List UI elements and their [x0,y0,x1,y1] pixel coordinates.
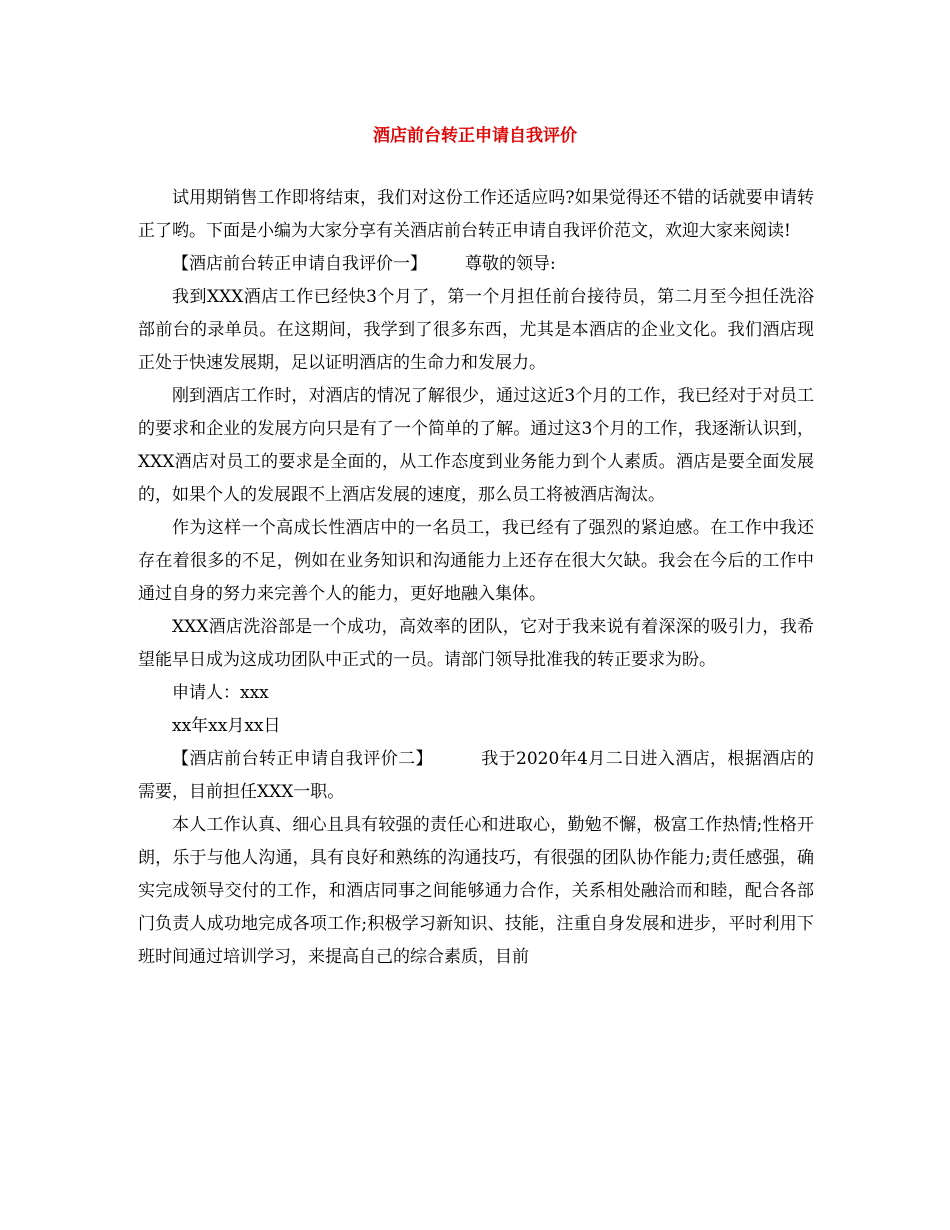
section1-heading-line [138,248,814,281]
section2-first-text: 我于2020年4月二日进入酒店，根据酒店的需要，目前担任XXX一职。 [138,749,814,802]
document-body [138,182,814,974]
document-title: 酒店前台转正申请自我评价 [373,126,577,146]
date-line: xx年xx月xx日 [172,716,281,736]
section1-paragraph-4: XXX酒店洗浴部是一个成功，高效率的团队，它对于我来说有着深深的吸引力，我希望能早日成为这成功团队中正式的一员。请部门领导批准我的转正要求为盼。 [138,617,814,670]
section1-heading: 【酒店前台转正申请自我评价一】 [172,254,427,274]
section2-paragraph: 本人工作认真、细心且具有较强的责任心和进取心，勤勉不懈，极富工作热情;性格开朗，乐于与他人沟通，具有良好和熟练的沟通技巧，有很强的团队协作能力;责任感强，确实完成领导交付的工作，和酒店同事之间能够通力合作，关系相处融洽而和睦，配合各部门负责人成功地完成各项工作;积极学习新知识、技能，注重自身发展和进步，平时利用下班时间通过培训学习，来提高自己的综合素质，目前 [138,815,814,967]
section1-paragraph-1: 我到XXX酒店工作已经快3个月了，第一个月担任前台接待员，第二月至今担任洗浴部前台的录单员。在这期间，我学到了很多东西，尤其是本酒店的企业文化。我们酒店现正处于快速发展期，足以证明酒店的生命力和发展力。 [138,287,814,373]
intro-paragraph: 试用期销售工作即将结束，我们对这份工作还适应吗?如果觉得还不错的话就要申请转正了哟。下面是小编为大家分享有关酒店前台转正申请自我评价范文，欢迎大家来阅读! [138,188,814,241]
section1-paragraph-3: 作为这样一个高成长性酒店中的一名员工，我已经有了强烈的紧迫感。在工作中我还存在着很多的不足，例如在业务知识和沟通能力上还存在很大欠缺。我会在今后的工作中通过自身的努力来完善个人的能力，更好地融入集体。 [138,518,814,604]
applicant-line: 申请人：xxx [172,683,269,703]
section1-paragraph-2: 刚到酒店工作时，对酒店的情况了解很少，通过这近3个月的工作，我已经对于对员工的要求和企业的发展方向只是有了一个简单的了解。通过这3个月的工作，我逐渐认识到，XXX酒店对员工的要求是全面的，从工作态度到业务能力到个人素质。酒店是要全面发展的，如果个人的发展跟不上酒店发展的速度，那么员工将被酒店淘汰。 [138,386,814,505]
section2-heading: 【酒店前台转正申请自我评价二】 [172,749,433,769]
section2-heading-line [138,743,814,809]
section1-salutation: 尊敬的领导: [465,254,556,274]
